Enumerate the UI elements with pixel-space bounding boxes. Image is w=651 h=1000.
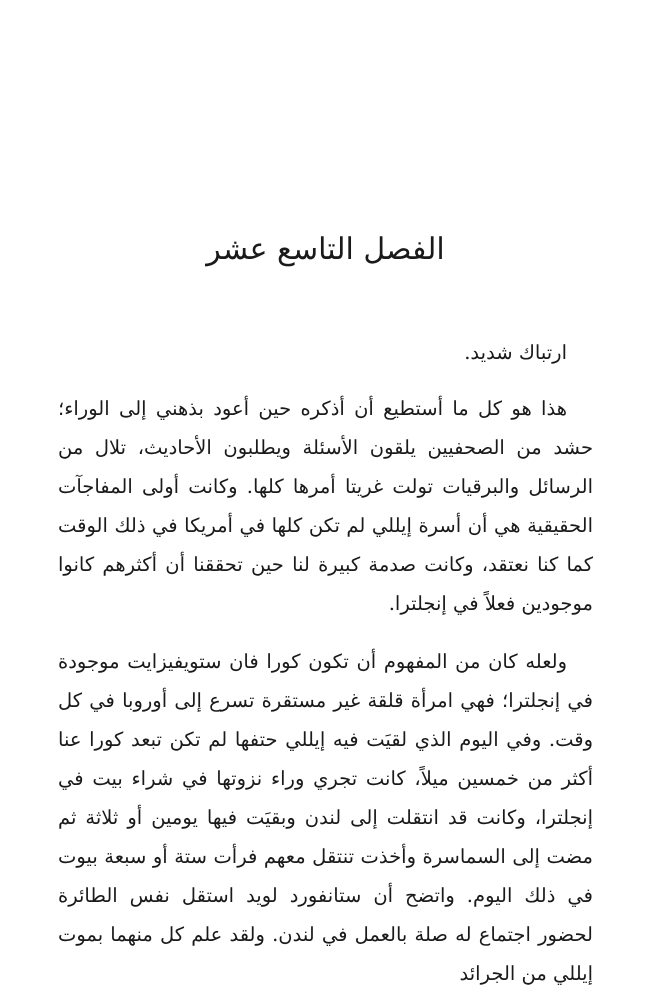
chapter-title: الفصل التاسع عشر (206, 232, 445, 267)
chapter-body (58, 333, 593, 993)
paragraph-recollection: هذا هو كل ما أستطيع أن أذكره حين أعود بذهني إلى الوراء؛ حشد من الصحفيين يلقون الأسئلة ويطلبون الأحاديث، تلال من الرسائل والبرقيات تولت غريتا أمرها كلها. وكانت أولى المفاجآت الحقيقية هي أن أسرة إيللي لم تكن كلها في أمريكا في ذلك الوقت كما كنا نعتقد، وكانت صدمة كبيرة لنا حين تحققنا أن أكثرهم كانوا موجودين فعلاً في إنجلترا. (58, 397, 593, 615)
paragraph-cora: ولعله كان من المفهوم أن تكون كورا فان ستويفيزايت موجودة في إنجلترا؛ فهي امرأة قلقة غير مستقرة تسرع إلى أوروبا في كل وقت. وفي اليوم الذي لقيَت فيه إيللي حتفها لم تكن تبعد كورا عنا أكثر من خمسين ميلاً، كانت تجري وراء نزوتها في شراء بيت في إنجلترا، وكانت قد انتقلت إلى لندن وبقيَت فيها يومين أو ثلاثة ثم مضت إلى السماسرة وأخذت تنتقل معهم فرأت ستة أو سبعة بيوت في ذلك اليوم. واتضح أن ستانفورد لويد استقل نفس الطائرة لحضور اجتماع له صلة بالعمل في لندن. ولقد علم كل منهما بموت إيللي من الجرائد (58, 650, 593, 985)
paragraph-opening: ارتباك شديد. (464, 341, 567, 364)
